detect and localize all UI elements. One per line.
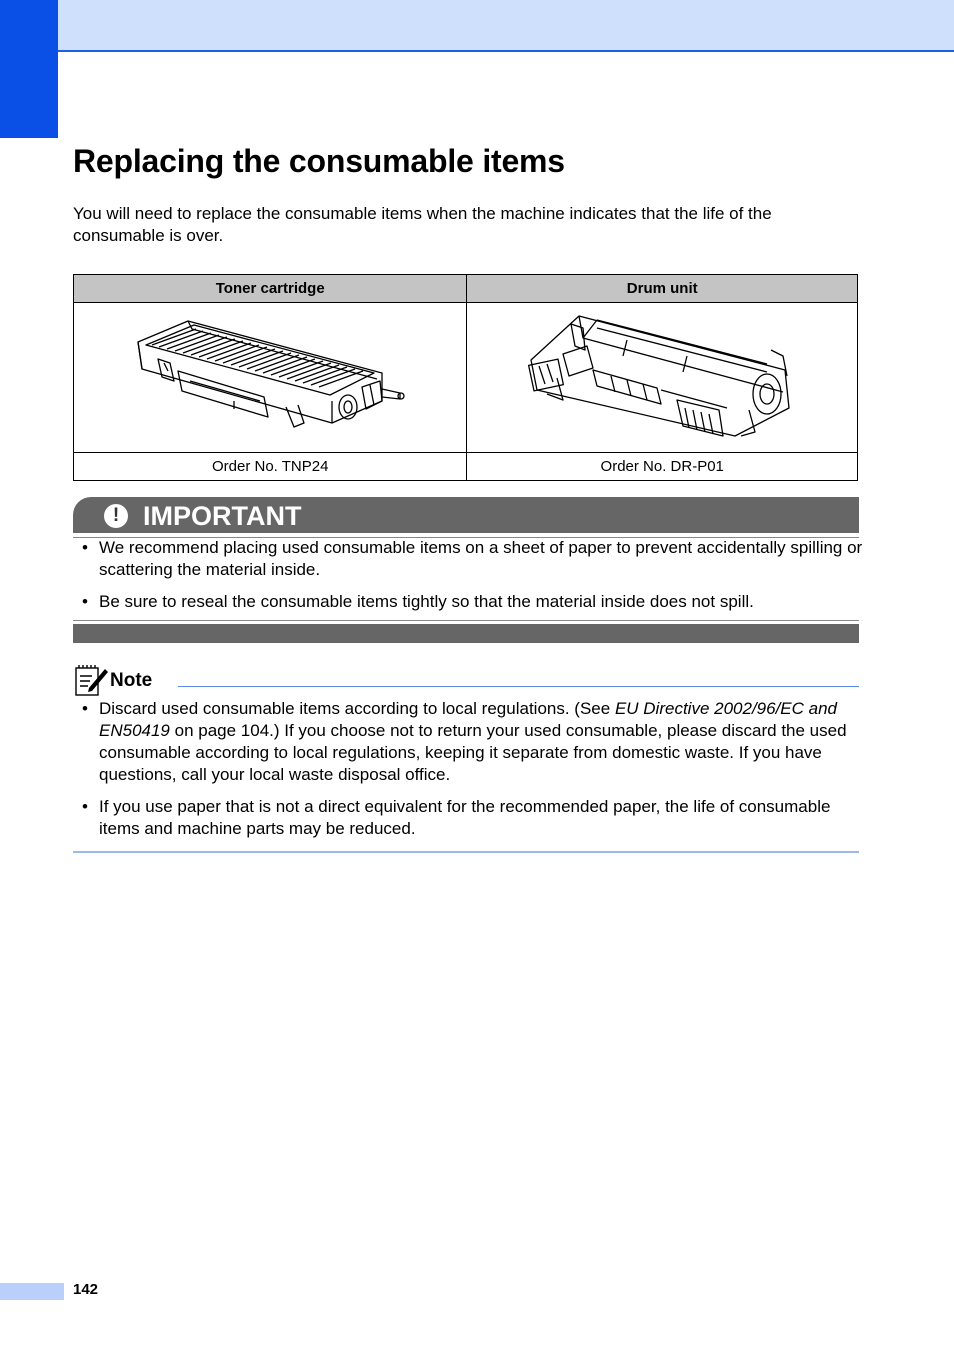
important-item-text: We recommend placing used consumable items on a sheet of paper to prevent accidentally spilling or scattering the material inside. <box>99 538 863 579</box>
important-list <box>73 537 863 613</box>
note-list <box>73 698 863 840</box>
drum-image-cell <box>467 303 858 453</box>
exclamation-icon: ! <box>104 504 128 528</box>
list-item <box>73 537 863 581</box>
note-divider <box>178 686 859 687</box>
footer-band <box>0 1283 64 1300</box>
note-title: Note <box>110 670 153 691</box>
intro-paragraph: You will need to replace the consumable items when the machine indicates that the life of the consumable is over. <box>73 204 772 245</box>
drum-order-number: Order No. DR-P01 <box>467 453 858 481</box>
page-number: 142 <box>73 1281 99 1298</box>
note-item-text-start: Discard used consumable items according to local regulations. (See <box>99 699 615 718</box>
important-title: IMPORTANT <box>143 501 302 531</box>
table-header-row <box>74 275 858 303</box>
toner-image-cell <box>74 303 467 453</box>
bullet-icon: • <box>82 592 88 611</box>
table-header-toner: Toner cartridge <box>74 275 467 303</box>
table-order-row <box>74 453 858 481</box>
toner-cartridge-illustration <box>134 315 406 437</box>
drum-unit-illustration <box>527 310 797 442</box>
important-item-text: Be sure to reseal the consumable items tightly so that the material inside does not spill. <box>99 592 754 611</box>
header-band <box>58 0 954 52</box>
chapter-tab <box>0 0 58 138</box>
bullet-icon: • <box>82 797 88 816</box>
table-header-drum: Drum unit <box>467 275 858 303</box>
bullet-icon: • <box>82 538 88 557</box>
consumables-table <box>73 274 858 481</box>
table-image-row <box>74 303 858 453</box>
page-title: Replacing the consumable items <box>73 143 565 179</box>
important-divider-bottom <box>73 620 859 621</box>
note-pencil-icon <box>75 664 108 696</box>
list-item <box>73 698 863 786</box>
list-item <box>73 796 863 840</box>
note-end-divider <box>73 851 859 853</box>
bullet-icon: • <box>82 699 88 718</box>
toner-order-number: Order No. TNP24 <box>74 453 467 481</box>
note-item-text-end: on page 104.) If you choose not to return your used consumable, please discard the used consumable according to local regulations, keeping it separate from domestic waste. If you have questions, call your local waste disposal office. <box>99 721 847 784</box>
directive-reference: EU Directive 2002/96/EC and EN50419 <box>99 699 837 740</box>
list-item <box>73 591 863 613</box>
important-footer-bar <box>73 624 859 643</box>
note-item-text: If you use paper that is not a direct equivalent for the recommended paper, the life of consumable items and machine parts may be reduced. <box>99 797 831 838</box>
